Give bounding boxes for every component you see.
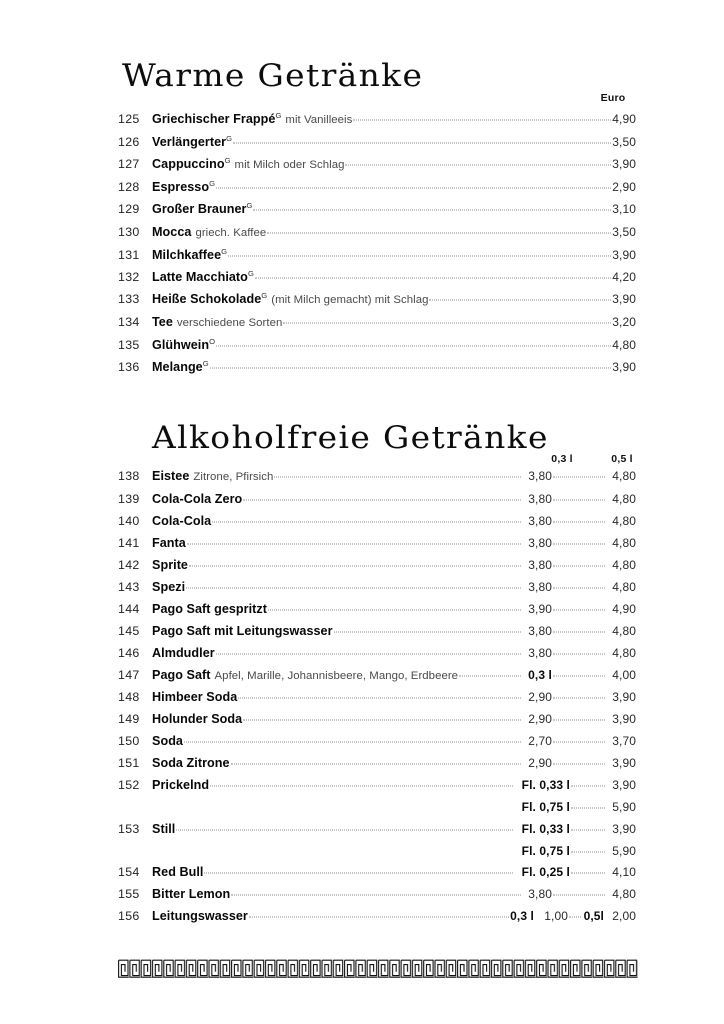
item-name: Eistee bbox=[152, 469, 190, 483]
item-price-05l: 3,90 bbox=[612, 756, 636, 771]
menu-item-147[interactable] bbox=[118, 669, 636, 682]
menu-list-warme-getraenke bbox=[118, 110, 636, 375]
dot-leader bbox=[255, 277, 611, 278]
menu-item-129[interactable] bbox=[118, 203, 636, 216]
menu-item-127[interactable] bbox=[118, 158, 636, 171]
menu-item-154[interactable] bbox=[118, 866, 636, 879]
item-name: Almdudler bbox=[152, 645, 215, 660]
section-heading-warme-getraenke bbox=[122, 58, 424, 94]
menu-item-134[interactable] bbox=[118, 316, 636, 329]
item-price-05l: 3,70 bbox=[612, 734, 636, 749]
item-number: 142 bbox=[118, 557, 140, 572]
greek-key-svg bbox=[118, 958, 638, 980]
item-price-03l: 3,80 bbox=[528, 623, 552, 638]
item-price-05l: 4,80 bbox=[612, 535, 636, 550]
item-number: 131 bbox=[118, 247, 140, 262]
item-bottle-size: Fl. 0,33 l bbox=[521, 778, 570, 793]
item-name: Cola-Cola bbox=[152, 513, 212, 528]
item-price-euro: 3,90 bbox=[612, 291, 636, 306]
allergen-marker: G bbox=[246, 201, 253, 211]
item-name: Glühwein$^O$ bbox=[152, 336, 216, 352]
item-name: Mocca bbox=[152, 224, 192, 239]
item-number: 125 bbox=[118, 112, 140, 126]
item-price-euro: 3,20 bbox=[612, 314, 636, 329]
menu-item-139[interactable] bbox=[118, 493, 636, 506]
item-name: Verlängerter$^G$ bbox=[152, 133, 233, 149]
item-description: Zitrone, Pfirsich bbox=[193, 471, 274, 483]
menu-item-133[interactable] bbox=[118, 290, 636, 306]
dot-leader-2 bbox=[553, 720, 605, 721]
item-bottle-size: Fl. 0,25 l bbox=[521, 865, 570, 880]
item-price-euro: 3,90 bbox=[612, 360, 636, 375]
menu-item-148[interactable] bbox=[118, 691, 636, 704]
item-price-03l: 1,00 bbox=[544, 909, 568, 924]
item-name: Heiße Schokolade$^G$ bbox=[152, 290, 268, 306]
dot-leader bbox=[231, 764, 521, 765]
item-number: 128 bbox=[118, 180, 140, 195]
item-name: Pago Saft mit Leitungswasser bbox=[152, 623, 333, 638]
item-price: 5,90 bbox=[612, 800, 636, 815]
item-volume-label-05l: 0,5l bbox=[583, 909, 604, 924]
dot-leader-2 bbox=[553, 587, 605, 588]
menu-item-155[interactable] bbox=[118, 888, 636, 901]
dot-leader-2 bbox=[553, 499, 605, 500]
dot-leader-2 bbox=[571, 786, 605, 787]
menu-item-143[interactable] bbox=[118, 581, 636, 594]
item-bottle-size: Fl. 0,33 l bbox=[521, 821, 570, 836]
allergen-marker: G bbox=[275, 110, 282, 120]
dot-leader bbox=[429, 299, 611, 300]
item-price: 5,90 bbox=[612, 843, 636, 858]
column-header-05l: 0,5 l bbox=[611, 453, 633, 465]
item-description: (mit Milch gemacht) mit Schlag bbox=[271, 293, 429, 306]
item-price-03l: 2,90 bbox=[528, 712, 552, 727]
menu-item-125[interactable] bbox=[118, 110, 636, 126]
allergen-marker: G bbox=[221, 246, 228, 256]
dot-leader-2 bbox=[571, 851, 605, 852]
item-price-03l: 3,90 bbox=[528, 601, 552, 616]
dot-leader bbox=[212, 521, 521, 522]
item-price-euro: 4,80 bbox=[612, 337, 636, 352]
item-number: 133 bbox=[118, 291, 140, 306]
dot-leader bbox=[189, 565, 521, 566]
menu-item-151[interactable] bbox=[118, 757, 636, 770]
menu-item-131[interactable] bbox=[118, 246, 636, 262]
dot-leader-2 bbox=[553, 609, 605, 610]
dot-leader bbox=[243, 499, 521, 500]
dot-leader-2 bbox=[553, 543, 605, 544]
item-price-03l: 3,80 bbox=[528, 557, 552, 572]
item-name: Fanta bbox=[152, 535, 186, 550]
item-number: 153 bbox=[118, 821, 140, 836]
item-volume-label: 0,3 l bbox=[528, 667, 552, 682]
item-name: Melange$^G$ bbox=[152, 358, 209, 375]
item-price-05l: 3,90 bbox=[612, 712, 636, 727]
menu-list-alkoholfreie-getraenke bbox=[118, 470, 636, 923]
item-name: Pago Saft gespritzt bbox=[152, 601, 268, 616]
menu-item-126[interactable] bbox=[118, 133, 636, 149]
heading-text: Alkoholfreie Getränke bbox=[152, 420, 549, 456]
item-price-euro: 4,20 bbox=[612, 269, 636, 284]
item-number: 135 bbox=[118, 337, 140, 352]
item-name: Still bbox=[152, 821, 176, 836]
item-price-03l: 2,90 bbox=[528, 690, 552, 705]
item-price-03l: 3,80 bbox=[528, 579, 552, 594]
item-price-euro: 3,90 bbox=[612, 157, 636, 172]
dot-leader bbox=[176, 829, 513, 830]
dot-leader bbox=[184, 742, 521, 743]
dot-leader-2 bbox=[553, 764, 605, 765]
item-price-euro: 3,10 bbox=[612, 202, 636, 217]
item-price-03l: 3,80 bbox=[528, 535, 552, 550]
item-price-euro: 3,90 bbox=[612, 247, 636, 262]
item-name: Milchkaffee$^G$ bbox=[152, 246, 228, 262]
item-price-05l: 3,90 bbox=[612, 690, 636, 705]
dot-leader bbox=[210, 368, 612, 369]
dot-leader bbox=[353, 120, 611, 121]
item-price-05l: 4,80 bbox=[612, 491, 636, 506]
dot-leader bbox=[186, 587, 521, 588]
item-price-03l: 3,80 bbox=[528, 513, 552, 528]
dot-leader bbox=[210, 786, 513, 787]
item-name: Spezi bbox=[152, 579, 186, 594]
dot-leader bbox=[334, 631, 521, 632]
item-number: 132 bbox=[118, 269, 140, 284]
item-bottle-size: Fl. 0,75 l bbox=[521, 843, 570, 858]
menu-item-142[interactable] bbox=[118, 559, 636, 572]
item-price-03l: 3,80 bbox=[528, 491, 552, 506]
item-number: 149 bbox=[118, 712, 140, 727]
menu-item-145[interactable] bbox=[118, 625, 636, 638]
item-number: 155 bbox=[118, 887, 140, 902]
item-description: verschiedene Sorten bbox=[176, 316, 283, 329]
menu-item-136[interactable] bbox=[118, 358, 636, 375]
menu-item-153[interactable] bbox=[118, 823, 636, 836]
item-price-euro: 3,50 bbox=[612, 224, 636, 239]
menu-item-150[interactable] bbox=[118, 735, 636, 748]
item-number: 139 bbox=[118, 491, 140, 506]
item-description: mit Milch oder Schlag bbox=[234, 159, 345, 172]
item-price-05l: 4,80 bbox=[612, 887, 636, 902]
dot-leader bbox=[216, 653, 521, 654]
item-number: 138 bbox=[118, 469, 140, 483]
menu-item-146[interactable] bbox=[118, 647, 636, 660]
item-number: 148 bbox=[118, 690, 140, 705]
greek-key-border-icon bbox=[118, 958, 638, 980]
menu-item-153-continuation bbox=[118, 845, 636, 857]
item-volume-label-03l: 0,3 l bbox=[510, 909, 534, 924]
allergen-marker: G bbox=[209, 179, 216, 188]
item-price-03l: 3,80 bbox=[528, 887, 552, 902]
menu-item-152-continuation bbox=[118, 801, 636, 813]
heading-text: Warme Getränke bbox=[122, 58, 424, 94]
menu-item-156[interactable] bbox=[118, 910, 636, 923]
dot-leader bbox=[249, 917, 509, 918]
item-price: 4,10 bbox=[612, 865, 636, 880]
dot-leader-2 bbox=[571, 808, 605, 809]
item-number: 143 bbox=[118, 579, 140, 594]
dot-leader bbox=[267, 232, 611, 233]
dot-leader-2 bbox=[571, 873, 605, 874]
dot-leader bbox=[204, 873, 513, 874]
item-price-05l: 4,80 bbox=[612, 557, 636, 572]
item-name: Prickelnd bbox=[152, 778, 210, 793]
item-price-euro: 4,90 bbox=[612, 112, 636, 126]
item-price-05l: 4,80 bbox=[612, 513, 636, 528]
dot-leader bbox=[187, 543, 521, 544]
item-price-05l: 4,90 bbox=[612, 601, 636, 616]
dot-leader-2 bbox=[553, 653, 605, 654]
dot-leader-2 bbox=[553, 631, 605, 632]
item-number: 154 bbox=[118, 865, 140, 880]
item-name: Latte Macchiato$^G$ bbox=[152, 268, 254, 284]
dot-leader-2 bbox=[553, 477, 605, 478]
item-price-03l: 2,70 bbox=[528, 734, 552, 749]
item-description: mit Vanilleeis bbox=[285, 114, 353, 126]
dot-leader bbox=[231, 895, 521, 896]
item-name: Pago Saft bbox=[152, 667, 211, 682]
item-description: griech. Kaffee bbox=[195, 226, 267, 239]
item-name: Holunder Soda bbox=[152, 712, 243, 727]
allergen-marker: O bbox=[209, 336, 216, 346]
item-price-03l: 3,80 bbox=[528, 469, 552, 483]
item-price: 3,90 bbox=[612, 821, 636, 836]
item-price: 4,00 bbox=[612, 667, 636, 682]
item-number: 136 bbox=[118, 360, 140, 375]
item-number: 146 bbox=[118, 645, 140, 660]
item-price-05l: 4,80 bbox=[612, 579, 636, 594]
item-name: Sprite bbox=[152, 557, 188, 572]
menu-item-141[interactable] bbox=[118, 537, 636, 550]
item-bottle-size: Fl. 0,75 l bbox=[521, 800, 570, 815]
item-name: Großer Brauner$^G$ bbox=[152, 201, 253, 217]
dot-leader-2 bbox=[571, 829, 605, 830]
item-description: Apfel, Marille, Johannisbeere, Mango, Erdbeere bbox=[214, 669, 459, 682]
item-name: Cola-Cola Zero bbox=[152, 491, 243, 506]
item-price-05l: 2,00 bbox=[612, 909, 636, 924]
item-number: 127 bbox=[118, 157, 140, 172]
item-name: Griechischer Frappé$^G$ bbox=[152, 110, 282, 126]
allergen-marker: G bbox=[202, 358, 209, 368]
dot-leader bbox=[238, 698, 521, 699]
menu-item-135[interactable] bbox=[118, 336, 636, 352]
dot-leader-2 bbox=[553, 565, 605, 566]
item-price-05l: 4,80 bbox=[612, 469, 636, 483]
item-price-05l: 4,80 bbox=[612, 645, 636, 660]
dot-leader-2 bbox=[553, 698, 605, 699]
item-number: 141 bbox=[118, 535, 140, 550]
item-price-euro: 2,90 bbox=[612, 180, 636, 195]
item-number: 145 bbox=[118, 623, 140, 638]
menu-item-140[interactable] bbox=[118, 515, 636, 528]
menu-item-132[interactable] bbox=[118, 268, 636, 284]
menu-item-144[interactable] bbox=[118, 603, 636, 616]
item-name: Red Bull bbox=[152, 865, 204, 880]
dot-leader bbox=[274, 477, 521, 478]
dot-leader bbox=[345, 165, 611, 166]
item-number: 152 bbox=[118, 778, 140, 793]
allergen-marker: G bbox=[261, 290, 268, 300]
dot-leader bbox=[268, 609, 521, 610]
item-price-03l: 3,80 bbox=[528, 645, 552, 660]
allergen-marker: G bbox=[226, 133, 233, 143]
item-price: 3,90 bbox=[612, 778, 636, 793]
menu-item-130[interactable] bbox=[118, 226, 636, 239]
menu-item-128[interactable] bbox=[118, 181, 636, 194]
allergen-marker: G bbox=[224, 156, 231, 165]
item-number: 134 bbox=[118, 314, 140, 329]
column-header-03l: 0,3 l bbox=[551, 453, 573, 465]
item-name: Tee bbox=[152, 314, 173, 329]
item-number: 151 bbox=[118, 756, 140, 771]
item-name: Espresso$^G$ bbox=[152, 179, 216, 195]
dot-leader-2 bbox=[553, 742, 605, 743]
item-name: Leitungswasser bbox=[152, 909, 248, 924]
item-name: Soda Zitrone bbox=[152, 756, 230, 771]
item-price-03l: 2,90 bbox=[528, 756, 552, 771]
item-number: 150 bbox=[118, 734, 140, 749]
dot-leader bbox=[253, 210, 611, 211]
item-number: 126 bbox=[118, 135, 140, 149]
item-number: 129 bbox=[118, 202, 140, 217]
dot-leader bbox=[216, 188, 611, 189]
item-name: Soda bbox=[152, 734, 183, 749]
item-number: 140 bbox=[118, 513, 140, 528]
menu-item-138[interactable] bbox=[118, 470, 636, 483]
menu-item-152[interactable] bbox=[118, 779, 636, 792]
dot-leader bbox=[283, 322, 611, 323]
dot-leader-2 bbox=[553, 675, 605, 676]
dot-leader-2 bbox=[553, 895, 605, 896]
item-number: 144 bbox=[118, 601, 140, 616]
dot-leader bbox=[243, 720, 521, 721]
dot-leader bbox=[228, 255, 611, 256]
item-name: Bitter Lemon bbox=[152, 887, 231, 902]
dot-leader-2 bbox=[569, 917, 581, 918]
menu-item-149[interactable] bbox=[118, 713, 636, 726]
section-heading-alkoholfreie-getraenke bbox=[152, 420, 549, 456]
dot-leader bbox=[233, 143, 611, 144]
item-price-05l: 4,80 bbox=[612, 623, 636, 638]
dot-leader bbox=[216, 345, 611, 346]
dot-leader-2 bbox=[553, 521, 605, 522]
allergen-marker: G bbox=[247, 268, 254, 278]
item-price-euro: 3,50 bbox=[612, 135, 636, 149]
item-name: Himbeer Soda bbox=[152, 690, 238, 705]
item-name: Cappuccino$^G$ bbox=[152, 156, 231, 172]
item-number: 156 bbox=[118, 909, 140, 924]
item-number: 147 bbox=[118, 667, 140, 682]
column-header-euro: Euro bbox=[600, 92, 626, 104]
item-number: 130 bbox=[118, 224, 140, 239]
dot-leader bbox=[459, 675, 521, 676]
